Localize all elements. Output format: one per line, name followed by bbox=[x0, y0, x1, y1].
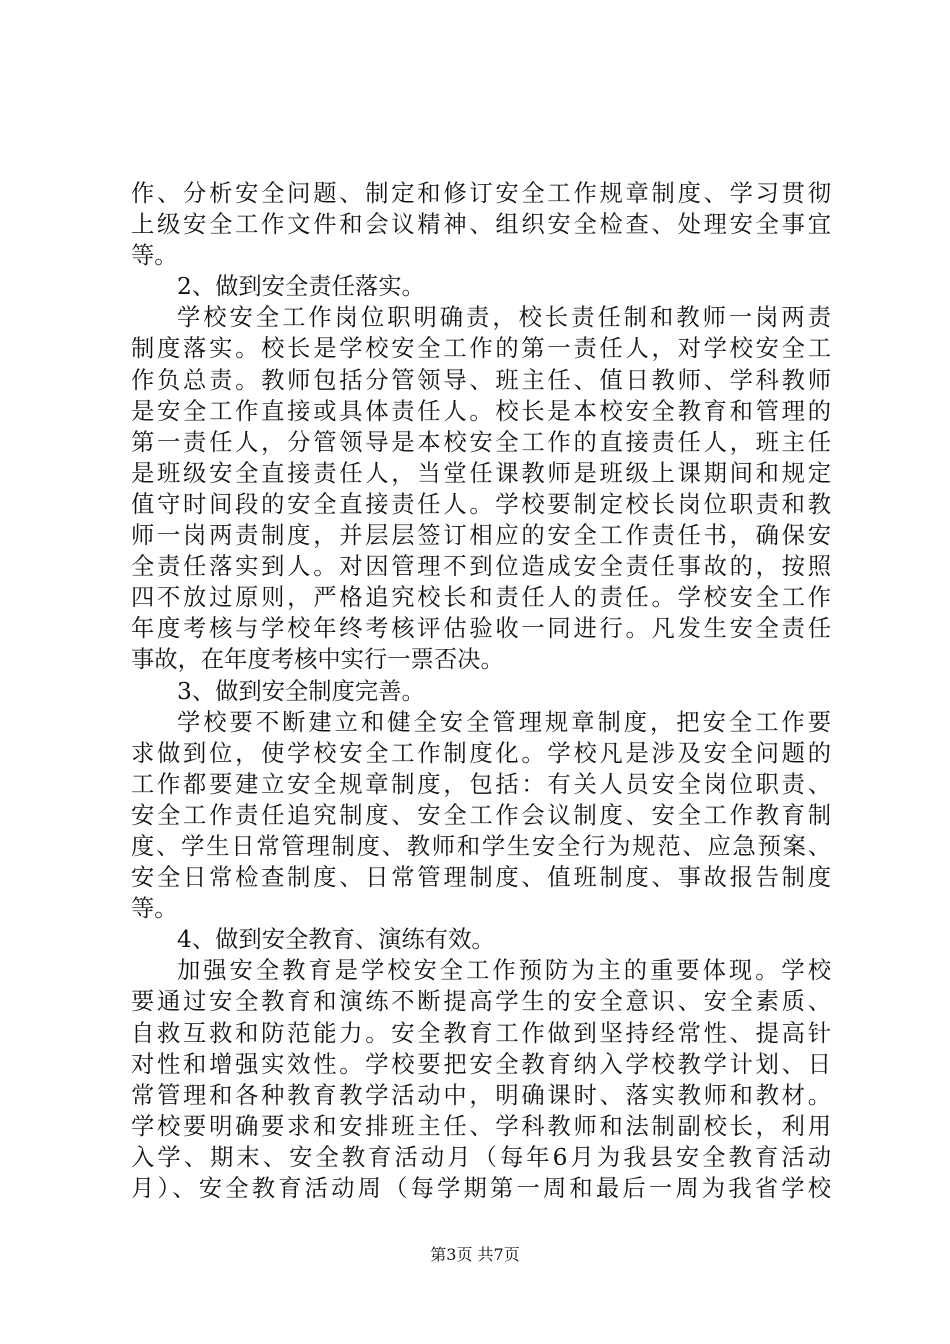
page-footer: 第3页 共7页 bbox=[430, 1245, 520, 1264]
text-line: 要通过安全教育和演练不断提高学生的安全意识、安全素质、 bbox=[131, 988, 831, 1016]
text-line: 常管理和各种教育教学活动中，明确课时、落实教师和教材。 bbox=[131, 1081, 831, 1109]
text-line: 学校要明确要求和安排班主任、学科教师和法制副校长，利用 bbox=[131, 1112, 831, 1140]
text-line: 事故，在年度考核中实行一票否决。 bbox=[131, 646, 504, 674]
text-line: 月）、安全教育活动周（每学期第一周和最后一周为我省学校 bbox=[131, 1175, 831, 1202]
text-line: 等。 bbox=[131, 242, 178, 270]
text-line: 求做到位，使学校安全工作制度化。学校凡是涉及安全问题的 bbox=[131, 739, 831, 767]
body-text bbox=[131, 178, 831, 1204]
text-line: 学校安全工作岗位职明确责，校长责任制和教师一岗两责 bbox=[177, 304, 831, 332]
text-line: 安全日常检查制度、日常管理制度、值班制度、事故报告制度 bbox=[131, 864, 831, 892]
text-line: 制度落实。校长是学校安全工作的第一责任人，对学校安全工 bbox=[131, 335, 831, 363]
text-line: 师一岗两责制度，并层层签订相应的安全工作责任书，确保安 bbox=[131, 522, 831, 550]
text-line: 是班级安全直接责任人，当堂任课教师是班级上课期间和规定 bbox=[131, 459, 831, 487]
text-line: 入学、期末、安全教育活动月（每年6月为我县安全教育活动 bbox=[131, 1143, 831, 1171]
text-line: 安全工作责任追究制度、安全工作会议制度、安全工作教育制 bbox=[131, 801, 831, 829]
text-line: 度、学生日常管理制度、教师和学生安全行为规范、应急预案、 bbox=[131, 832, 831, 860]
text-line: 是安全工作直接或具体责任人。校长是本校安全教育和管理的 bbox=[131, 397, 831, 425]
text-line: 作、分析安全问题、制定和修订安全工作规章制度、学习贯彻 bbox=[131, 180, 831, 207]
text-line: 自救互救和防范能力。安全教育工作做到坚持经常性、提高针 bbox=[131, 1019, 831, 1047]
text-line: 等。 bbox=[131, 895, 178, 923]
text-line: 工作都要建立安全规章制度，包括：有关人员安全岗位职责、 bbox=[131, 770, 831, 798]
text-line: 四不放过原则，严格追究校长和责任人的责任。学校安全工作 bbox=[131, 584, 831, 612]
text-line: 学校要不断建立和健全安全管理规章制度，把安全工作要 bbox=[177, 708, 831, 736]
text-line: 3、做到安全制度完善。 bbox=[177, 677, 425, 705]
text-line: 加强安全教育是学校安全工作预防为主的重要体现。学校 bbox=[177, 957, 831, 985]
text-line: 上级安全工作文件和会议精神、组织安全检查、处理安全事宜 bbox=[131, 211, 831, 239]
text-line: 4、做到安全教育、演练有效。 bbox=[177, 926, 495, 954]
text-line: 作负总责。教师包括分管领导、班主任、值日教师、学科教师 bbox=[131, 366, 831, 394]
text-line: 年度考核与学校年终考核评估验收一同进行。凡发生安全责任 bbox=[131, 615, 831, 643]
text-line: 值守时间段的安全直接责任人。学校要制定校长岗位职责和教 bbox=[131, 490, 831, 518]
text-line: 全责任落实到人。对因管理不到位造成安全责任事故的，按照 bbox=[131, 553, 831, 581]
text-line: 对性和增强实效性。学校要把安全教育纳入学校教学计划、日 bbox=[131, 1050, 831, 1078]
text-line: 2、做到安全责任落实。 bbox=[177, 273, 425, 301]
text-line: 第一责任人，分管领导是本校安全工作的直接责任人，班主任 bbox=[131, 428, 831, 456]
